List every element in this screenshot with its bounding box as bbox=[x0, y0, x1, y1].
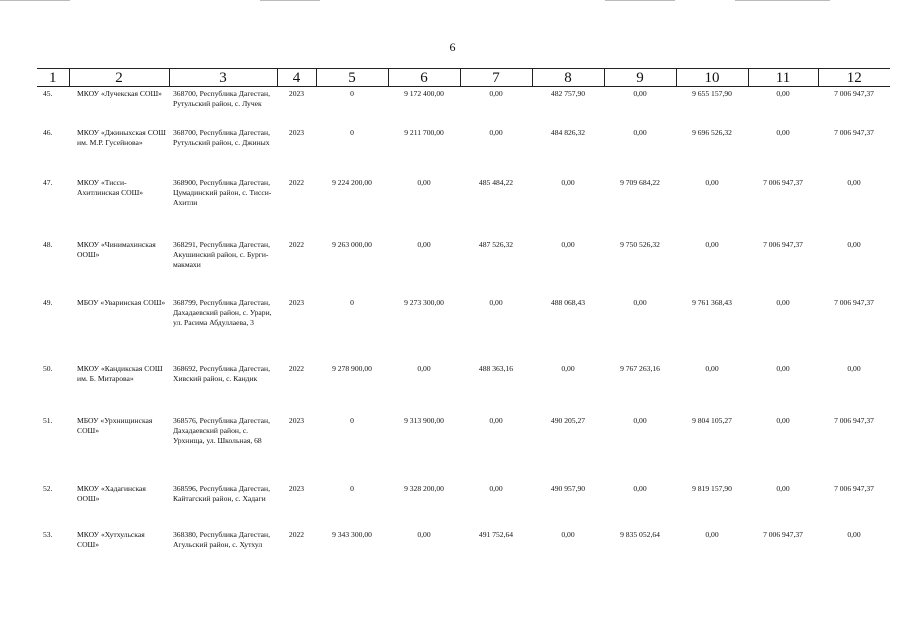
page-number: 6 bbox=[449, 40, 456, 54]
value-col8: 490 957,90 bbox=[550, 484, 586, 493]
value-col9: 9 835 052,64 bbox=[620, 530, 660, 539]
value-col7: 487 526,32 bbox=[478, 240, 514, 249]
value-col11: 0,00 bbox=[776, 364, 790, 373]
row-number: 46. bbox=[43, 128, 53, 137]
value-col10: 0,00 bbox=[705, 364, 719, 373]
value-col5: 9 343 300,00 bbox=[332, 530, 372, 539]
value-col6: 0,00 bbox=[417, 178, 431, 187]
school-name: МБОУ «Уваринская СОШ» bbox=[77, 298, 166, 307]
column-header: 6 bbox=[388, 69, 460, 87]
value-col10: 0,00 bbox=[705, 240, 719, 249]
table-row bbox=[37, 176, 890, 238]
row-number: 48. bbox=[43, 240, 53, 249]
value-col10: 9 819 157,90 bbox=[692, 484, 732, 493]
value-col12: 7 006 947,37 bbox=[834, 298, 874, 307]
table-row bbox=[37, 528, 890, 570]
row-number: 50. bbox=[43, 364, 53, 373]
value-col11: 7 006 947,37 bbox=[763, 178, 803, 187]
value-col12: 0,00 bbox=[847, 240, 861, 249]
value-col5: 9 263 000,00 bbox=[332, 240, 372, 249]
table-row bbox=[37, 482, 890, 528]
top-rule-right-2 bbox=[735, 0, 830, 1]
value-col8: 0,00 bbox=[561, 240, 575, 249]
value-col9: 0,00 bbox=[633, 298, 647, 307]
table-row bbox=[37, 414, 890, 482]
column-header: 4 bbox=[277, 69, 316, 87]
value-col5: 0 bbox=[350, 298, 354, 307]
column-header: 11 bbox=[748, 69, 818, 87]
value-col11: 7 006 947,37 bbox=[763, 530, 803, 539]
row-number: 52. bbox=[43, 484, 53, 493]
top-rule-mid bbox=[260, 0, 320, 1]
year: 2023 bbox=[288, 89, 305, 98]
value-col9: 0,00 bbox=[633, 416, 647, 425]
value-col7: 0,00 bbox=[489, 89, 503, 98]
value-col10: 9 804 105,27 bbox=[692, 416, 732, 425]
column-header: 7 bbox=[460, 69, 532, 87]
year: 2022 bbox=[288, 530, 305, 539]
value-col9: 0,00 bbox=[633, 89, 647, 98]
top-rule-left bbox=[0, 0, 70, 1]
value-col6: 9 313 900,00 bbox=[404, 416, 444, 425]
row-number: 51. bbox=[43, 416, 53, 425]
value-col12: 0,00 bbox=[847, 530, 861, 539]
value-col12: 0,00 bbox=[847, 178, 861, 187]
value-col9: 0,00 bbox=[633, 128, 647, 137]
value-col8: 484 826,32 bbox=[550, 128, 586, 137]
school-address: 368576, Республика Дагестан, Дахадаевский район, с. Урхнища, ул. Школьная, 68 bbox=[173, 416, 271, 446]
column-header: 1 bbox=[37, 69, 69, 87]
value-col5: 9 224 200,00 bbox=[332, 178, 372, 187]
school-address: 368700, Республика Дагестан, Рутульский район, с. Лучек bbox=[173, 89, 271, 109]
value-col9: 0,00 bbox=[633, 484, 647, 493]
table-row bbox=[37, 362, 890, 414]
table-row bbox=[37, 296, 890, 362]
year: 2023 bbox=[288, 416, 305, 425]
school-name: МКОУ «Кандикская СОШ им. Б. Митарова» bbox=[77, 364, 163, 384]
value-col7: 488 363,16 bbox=[478, 364, 514, 373]
value-col8: 482 757,90 bbox=[550, 89, 586, 98]
school-address: 368596, Республика Дагестан, Кайтагский район, с. Хадаги bbox=[173, 484, 271, 504]
value-col11: 0,00 bbox=[776, 416, 790, 425]
value-col12: 0,00 bbox=[847, 364, 861, 373]
value-col7: 491 752,64 bbox=[478, 530, 514, 539]
row-number: 45. bbox=[43, 89, 53, 98]
value-col9: 9 767 263,16 bbox=[620, 364, 660, 373]
value-col7: 0,00 bbox=[489, 484, 503, 493]
year: 2022 bbox=[288, 240, 305, 249]
table-row bbox=[37, 126, 890, 176]
value-col6: 9 172 400,00 bbox=[404, 89, 444, 98]
column-header: 2 bbox=[69, 69, 169, 87]
school-name: МКОУ «Джиныхская СОШ им. М.Р. Гусейнова» bbox=[77, 128, 166, 148]
value-col5: 0 bbox=[350, 484, 354, 493]
value-col7: 0,00 bbox=[489, 128, 503, 137]
year: 2022 bbox=[288, 364, 305, 373]
value-col12: 7 006 947,37 bbox=[834, 89, 874, 98]
value-col8: 0,00 bbox=[561, 364, 575, 373]
column-header: 3 bbox=[169, 69, 277, 87]
value-col6: 0,00 bbox=[417, 530, 431, 539]
row-number: 53. bbox=[43, 530, 53, 539]
value-col10: 0,00 bbox=[705, 530, 719, 539]
value-col11: 0,00 bbox=[776, 128, 790, 137]
value-col6: 9 211 700,00 bbox=[404, 128, 444, 137]
value-col11: 0,00 bbox=[776, 89, 790, 98]
header-row bbox=[37, 69, 890, 87]
value-col5: 9 278 900,00 bbox=[332, 364, 372, 373]
school-address: 368900, Республика Дагестан, Цумадинский район, с. Тисси-Ахитли bbox=[173, 178, 272, 208]
value-col9: 9 750 526,32 bbox=[620, 240, 660, 249]
value-col10: 9 696 526,32 bbox=[692, 128, 732, 137]
value-col6: 0,00 bbox=[417, 364, 431, 373]
column-header: 10 bbox=[676, 69, 748, 87]
value-col11: 0,00 bbox=[776, 484, 790, 493]
row-number: 47. bbox=[43, 178, 53, 187]
value-col10: 0,00 bbox=[705, 178, 719, 187]
column-header: 5 bbox=[316, 69, 388, 87]
value-col12: 7 006 947,37 bbox=[834, 416, 874, 425]
value-col8: 490 205,27 bbox=[550, 416, 586, 425]
year: 2023 bbox=[288, 128, 305, 137]
value-col5: 0 bbox=[350, 128, 354, 137]
school-address: 368380, Республика Дагестан, Агульский район, с. Хутхул bbox=[173, 530, 271, 550]
column-header: 9 bbox=[604, 69, 676, 87]
value-col7: 0,00 bbox=[489, 298, 503, 307]
value-col9: 9 709 684,22 bbox=[620, 178, 660, 187]
table-row bbox=[37, 238, 890, 296]
school-address: 368692, Республика Дагестан, Хивский район, с. Кандик bbox=[173, 364, 271, 384]
value-col8: 0,00 bbox=[561, 178, 575, 187]
value-col7: 485 484,22 bbox=[478, 178, 514, 187]
value-col5: 0 bbox=[350, 89, 354, 98]
school-address: 368291, Республика Дагестан, Акушинский район, с. Бурги-макмахи bbox=[173, 240, 271, 270]
school-name: МКОУ «Хадагинская ООШ» bbox=[77, 484, 146, 504]
value-col6: 9 273 300,00 bbox=[404, 298, 444, 307]
value-col6: 0,00 bbox=[417, 240, 431, 249]
value-col12: 7 006 947,37 bbox=[834, 484, 874, 493]
funding-table bbox=[37, 68, 890, 570]
value-col5: 0 bbox=[350, 416, 354, 425]
value-col10: 9 655 157,90 bbox=[692, 89, 732, 98]
value-col6: 9 328 200,00 bbox=[404, 484, 444, 493]
school-name: МКОУ «Чинимахинская ООШ» bbox=[77, 240, 156, 260]
value-col11: 7 006 947,37 bbox=[763, 240, 803, 249]
column-header: 8 bbox=[532, 69, 604, 87]
value-col7: 0,00 bbox=[489, 416, 503, 425]
value-col8: 0,00 bbox=[561, 530, 575, 539]
row-number: 49. bbox=[43, 298, 53, 307]
school-name: МКОУ «Лучекская СОШ» bbox=[77, 89, 162, 98]
table-row bbox=[37, 87, 890, 127]
top-rule-right-1 bbox=[605, 0, 675, 1]
year: 2023 bbox=[288, 484, 305, 493]
school-address: 368700, Республика Дагестан, Рутульский район, с. Джиных bbox=[173, 128, 271, 148]
school-name: МКОУ «Хутхульская СОШ» bbox=[77, 530, 145, 550]
year: 2023 bbox=[288, 298, 305, 307]
school-name: МКОУ «Тисси-Ахитлинская СОШ» bbox=[77, 178, 144, 198]
year: 2022 bbox=[288, 178, 305, 187]
value-col12: 7 006 947,37 bbox=[834, 128, 874, 137]
value-col11: 0,00 bbox=[776, 298, 790, 307]
value-col10: 9 761 368,43 bbox=[692, 298, 732, 307]
school-name: МБОУ «Урхнищинская СОШ» bbox=[77, 416, 153, 436]
school-address: 368799, Республика Дагестан, Дахадаевский район, с. Урари, ул. Расима Абдуллаева, 3 bbox=[173, 298, 272, 328]
column-header: 12 bbox=[818, 69, 890, 87]
value-col8: 488 068,43 bbox=[550, 298, 586, 307]
